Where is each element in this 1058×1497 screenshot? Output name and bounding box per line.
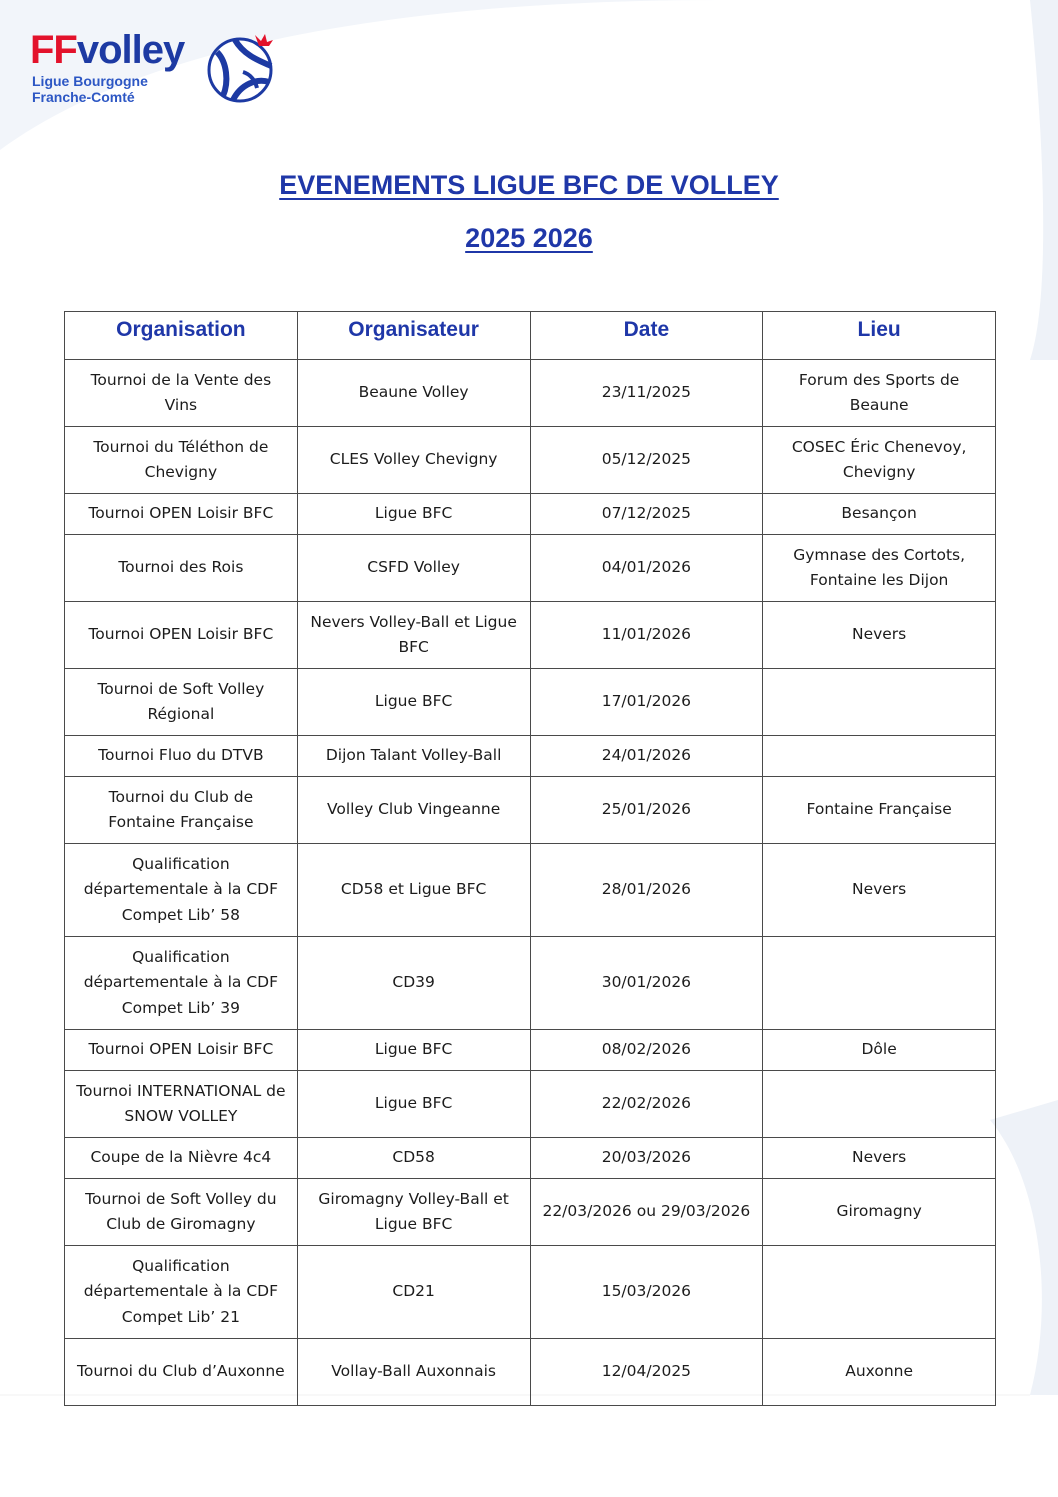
logo-ff: FF (30, 28, 77, 72)
header-date: Date (530, 312, 763, 360)
cell-date: 04/01/2026 (530, 535, 763, 602)
cell-organisateur: Ligue BFC (297, 1071, 530, 1138)
cell-lieu: Fontaine Française (763, 777, 996, 844)
header-organisation: Organisation (65, 312, 298, 360)
cell-date: 24/01/2026 (530, 736, 763, 777)
cell-organisateur: Ligue BFC (297, 1030, 530, 1071)
cell-organisateur: CD21 (297, 1246, 530, 1339)
cell-organisation: Tournoi de Soft Volley du Club de Giromagny (65, 1179, 298, 1246)
cell-organisateur: CD58 (297, 1138, 530, 1179)
cell-lieu: Giromagny (763, 1179, 996, 1246)
cell-organisateur: Vollay-Ball Auxonnais (297, 1339, 530, 1406)
table-row (65, 937, 996, 1030)
cell-organisateur: Nevers Volley-Ball et Ligue BFC (297, 602, 530, 669)
cell-organisation: Tournoi INTERNATIONAL de SNOW VOLLEY (65, 1071, 298, 1138)
cell-organisateur: Beaune Volley (297, 360, 530, 427)
cell-organisateur: CD39 (297, 937, 530, 1030)
cell-organisation: Tournoi de la Vente des Vins (65, 360, 298, 427)
table-row (65, 427, 996, 494)
page-title: EVENEMENTS LIGUE BFC DE VOLLEY (279, 170, 779, 200)
cell-organisateur: Ligue BFC (297, 494, 530, 535)
table-row (65, 360, 996, 427)
logo-subtitle-line1: Ligue Bourgogne (32, 73, 148, 89)
table-row (65, 669, 996, 736)
cell-organisation: Tournoi des Rois (65, 535, 298, 602)
header-lieu: Lieu (763, 312, 996, 360)
logo-subtitle-line2: Franche-Comté (32, 89, 135, 105)
cell-date: 22/03/2026 ou 29/03/2026 (530, 1179, 763, 1246)
ffvolley-logo (30, 28, 290, 108)
cell-organisateur: CD58 et Ligue BFC (297, 844, 530, 937)
cell-lieu: Nevers (763, 602, 996, 669)
cell-organisation: Qualification départementale à la CDF Compet Lib’ 39 (65, 937, 298, 1030)
cell-organisation: Tournoi du Club d’Auxonne (65, 1339, 298, 1406)
cell-organisation: Tournoi OPEN Loisir BFC (65, 494, 298, 535)
cell-organisateur: CSFD Volley (297, 535, 530, 602)
cell-date: 28/01/2026 (530, 844, 763, 937)
table-row (65, 844, 996, 937)
cell-organisateur: CLES Volley Chevigny (297, 427, 530, 494)
cell-date: 23/11/2025 (530, 360, 763, 427)
cell-organisation: Qualification départementale à la CDF Compet Lib’ 21 (65, 1246, 298, 1339)
cell-organisateur: Dijon Talant Volley-Ball (297, 736, 530, 777)
table-row (65, 535, 996, 602)
cell-lieu: Dôle (763, 1030, 996, 1071)
table-row (65, 494, 996, 535)
cell-date: 17/01/2026 (530, 669, 763, 736)
cell-lieu: Nevers (763, 1138, 996, 1179)
cell-date: 07/12/2025 (530, 494, 763, 535)
cell-organisateur: Ligue BFC (297, 669, 530, 736)
table-row (65, 1071, 996, 1138)
cell-organisation: Tournoi Fluo du DTVB (65, 736, 298, 777)
cell-lieu (763, 1246, 996, 1339)
table-row (65, 1246, 996, 1339)
cell-organisateur: Giromagny Volley-Ball et Ligue BFC (297, 1179, 530, 1246)
table-row (65, 777, 996, 844)
table-header-row (65, 312, 996, 360)
cell-organisation: Tournoi OPEN Loisir BFC (65, 1030, 298, 1071)
table-row (65, 1179, 996, 1246)
cell-organisation: Qualification départementale à la CDF Compet Lib’ 58 (65, 844, 298, 937)
cell-date: 12/04/2025 (530, 1339, 763, 1406)
cell-organisation: Tournoi du Téléthon de Chevigny (65, 427, 298, 494)
table-row (65, 1030, 996, 1071)
cell-lieu: Gymnase des Cortots, Fontaine les Dijon (763, 535, 996, 602)
cell-lieu (763, 937, 996, 1030)
volleyball-rooster-icon (205, 32, 275, 104)
cell-organisation: Coupe de la Nièvre 4c4 (65, 1138, 298, 1179)
cell-date: 20/03/2026 (530, 1138, 763, 1179)
logo-wordmark (30, 28, 184, 72)
cell-organisateur: Volley Club Vingeanne (297, 777, 530, 844)
cell-lieu: Nevers (763, 844, 996, 937)
cell-date: 05/12/2025 (530, 427, 763, 494)
cell-lieu (763, 1071, 996, 1138)
page-subtitle-season: 2025 2026 (465, 223, 593, 253)
cell-organisation: Tournoi du Club de Fontaine Française (65, 777, 298, 844)
events-table (64, 311, 996, 1406)
cell-lieu: Forum des Sports de Beaune (763, 360, 996, 427)
cell-lieu (763, 669, 996, 736)
cell-lieu: Auxonne (763, 1339, 996, 1406)
cell-date: 30/01/2026 (530, 937, 763, 1030)
cell-organisation: Tournoi OPEN Loisir BFC (65, 602, 298, 669)
cell-date: 25/01/2026 (530, 777, 763, 844)
table-row (65, 1339, 996, 1406)
cell-date: 11/01/2026 (530, 602, 763, 669)
header-organisateur: Organisateur (297, 312, 530, 360)
cell-date: 08/02/2026 (530, 1030, 763, 1071)
cell-date: 22/02/2026 (530, 1071, 763, 1138)
cell-lieu: Besançon (763, 494, 996, 535)
table-row (65, 1138, 996, 1179)
cell-lieu (763, 736, 996, 777)
cell-organisation: Tournoi de Soft Volley Régional (65, 669, 298, 736)
cell-lieu: COSEC Éric Chenevoy, Chevigny (763, 427, 996, 494)
logo-volley: volley (76, 28, 185, 72)
table-row (65, 736, 996, 777)
cell-date: 15/03/2026 (530, 1246, 763, 1339)
table-row (65, 602, 996, 669)
